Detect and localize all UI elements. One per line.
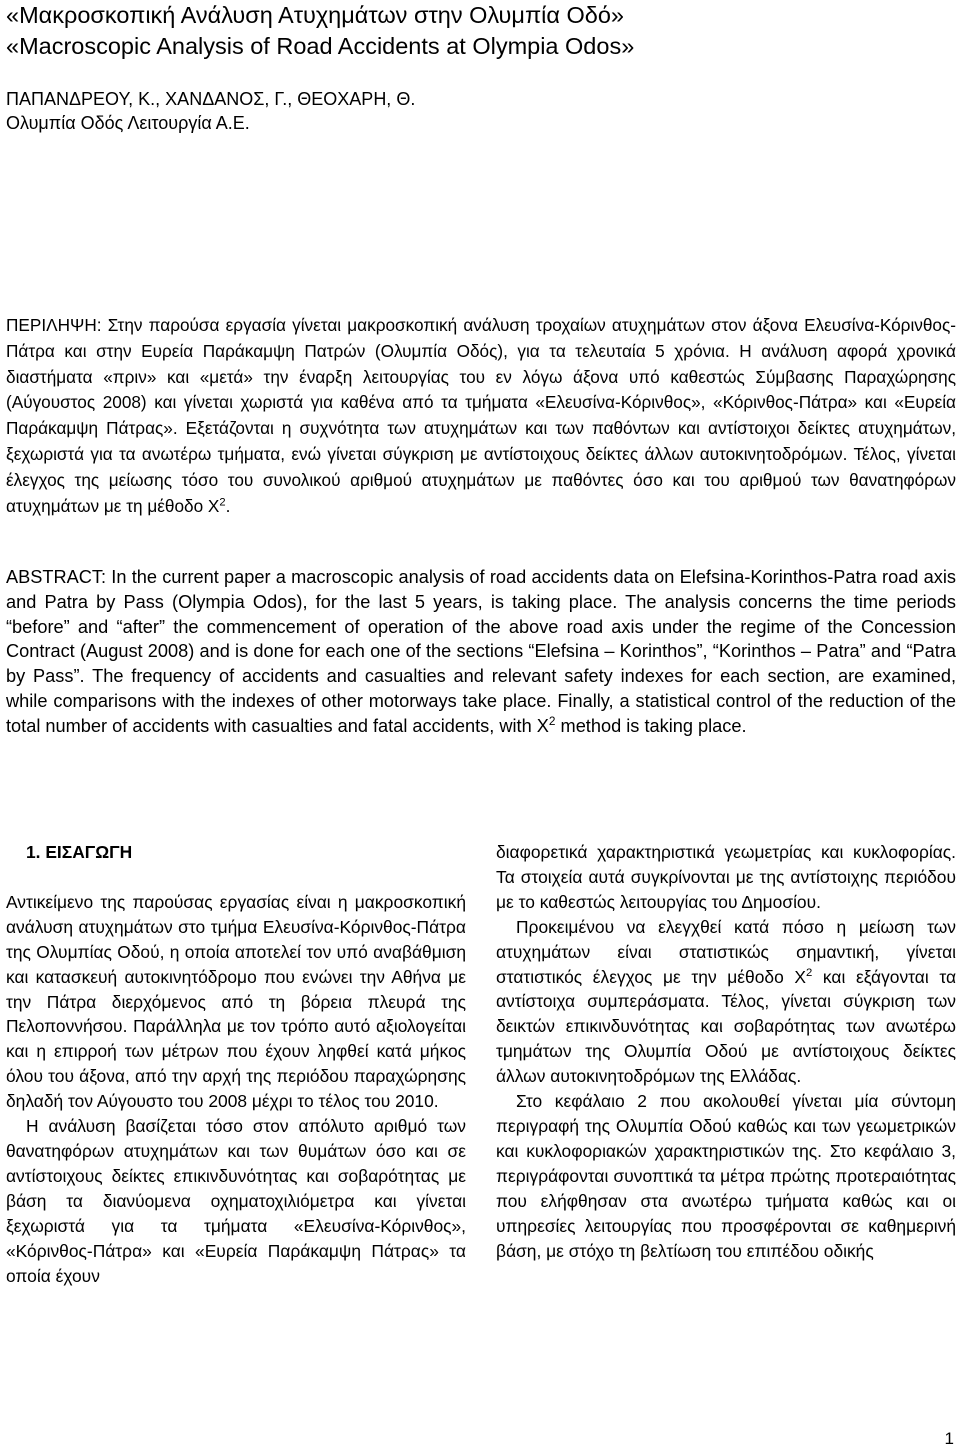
intro-paragraph-2-continued: διαφορετικά χαρακτηριστικά γεωμετρίας και κυκλοφορίας. Τα στοιχεία αυτά συγκρίνονται με της αντίστοιχης περιόδου με το καθεστώς λειτουργίας του Δημοσίου.: [496, 842, 956, 912]
section-heading: 1. ΕΙΣΑΓΩΓΗ: [26, 842, 133, 862]
affiliation: Ολυμπία Οδός Λειτουργία Α.Ε.: [6, 113, 250, 133]
right-column: [496, 840, 956, 1263]
page-number: 1: [944, 1429, 954, 1448]
abstract-greek-end: .: [225, 495, 231, 516]
paper-title-english: «Macroscopic Analysis of Road Accidents at Olympia Odos»: [6, 33, 635, 59]
author-list: ΠΑΠΑΝΔΡΕΟΥ, Κ., ΧΑΝΔΑΝΟΣ, Γ., ΘΕΟΧΑΡΗ, Θ.: [6, 89, 416, 109]
left-column: [6, 840, 466, 1288]
abstract-english-end: method is taking place.: [555, 715, 747, 736]
abstract-greek: [6, 313, 956, 519]
chi-square-superscript: 2: [548, 713, 556, 728]
abstract-greek-text: ΠΕΡΙΛΗΨΗ: Στην παρούσα εργασία γίνεται μακροσκοπική ανάλυση τροχαίων ατυχημάτων στον άξονα Ελευσίνα-Κόρινθος-Πάτρα και στην Ευρεία Παράκαμψη Πατρών (Ολυμπία Οδός), για τα τελευταία 5 χρόνια. Η ανάλυση αφορά χρονικά διαστήματα «πριν» και «μετά» την έναρξη λειτουργίας του εν λόγω άξονα υπό καθεστώς Σύμβασης Παραχώρησης (Αύγουστος 2008) και γίνεται χωριστά για καθένα από τα τμήματα «Ελευσίνα-Κόρινθος», «Κόρινθος-Πάτρα» και «Ευρεία Παράκαμψη Πάτρας». Εξετάζονται η συχνότητα των ατυχημάτων και των παθόντων και αντίστοιχοι δείκτες ατυχημάτων, ξεχωριστά για τα ανωτέρω τμήματα, ενώ γίνεται σύγκριση με αντίστοιχους δείκτες άλλων αυτοκινητοδρόμων. Τέλος, γίνεται έλεγχος της μείωσης τόσο του συνολικού αριθμού ατυχημάτων με παθόντες όσο και του αριθμού των θανατηφόρων ατυχημάτων με τη μέθοδο Χ: [6, 315, 956, 516]
intro-paragraph-1: Αντικείμενο της παρούσας εργασίας είναι η μακροσκοπική ανάλυση ατυχημάτων στο τμήμα Ελευσίνα-Κόρινθος-Πάτρα της Ολυμπίας Οδού, η οποία αποτελεί τον υπό αναβάθμιση και κατασκευή αυτοκινητόδρομο που ενώνει την Αθήνα με την Πάτρα διερχόμενος από τη βόρεια πλευρά της Πελοποννήσου. Παράλληλα με τον τρόπο αυτό αξιολογείται και η επιρροή των μέτρων που έχουν ληφθεί κατά μήκος όλου του άξονα, από την αρχή της περιόδου παραχώρησης δηλαδή τον Αύγουστο του 2008 μέχρι το τέλος του 2010.: [6, 891, 466, 1112]
intro-paragraph-3-end: και εξάγονται τα αντίστοιχα συμπεράσματα. Τέλος, γίνεται σύγκριση των δεικτών επικινδυνότητας και σοβαρότητας των ανωτέρω τμημάτων της Ολυμπία Οδού με αντίστοιχους δείκτες άλλων αυτοκινητοδρόμων της Ελλάδας.: [496, 966, 956, 1087]
intro-paragraph-3: [496, 915, 956, 1089]
intro-paragraph-4: Στο κεφάλαιο 2 που ακολουθεί γίνεται μία σύντομη περιγραφή της Ολυμπία Οδού καθώς και των γεωμετρικών και κυκλοφοριακών χαρακτηριστικών της. Στο κεφάλαιο 3, περιγράφονται συνοπτικά τα μέτρα πρώτης προτεραιότητας που ελήφθησαν στα ανωτέρω τμήματα καθώς και οι υπηρεσίες λειτουργίας που προσφέρονται σε καθημερινή βάση, με στόχο τη βελτίωση του επιπέδου οδικής: [496, 1091, 956, 1261]
chi-square-superscript: 2: [219, 495, 226, 508]
abstract-english: [6, 565, 956, 739]
abstract-english-text: ABSTRACT: In the current paper a macroscopic analysis of road accidents data on Elefsina-Korinthos-Patra road axis and Patra by Pass (Olympia Odos), for the last 5 years, is taking place. The analysis concerns the time periods “before” and “after” the commencement of operation of the above road axis under the regime of the Concession Contract (August 2008) and is done for each one of the sections “Elefsina – Korinthos”, “Korinthos – Patra” and “Patra by Pass”. The frequency of accidents and casualties and relevant safety indexes for each section, are examined, while comparisons with the indexes of other motorways take place. Finally, a statistical control of the reduction of the total number of accidents with casualties and fatal accidents, with X: [6, 567, 956, 736]
chi-square-superscript: 2: [806, 966, 813, 979]
intro-paragraph-2: Η ανάλυση βασίζεται τόσο στον απόλυτο αριθμό των θανατηφόρων ατυχημάτων και των θυμάτων όσο και σε αντίστοιχους δείκτες επικινδυνότητας και σοβαρότητας με βάση τα διανύομενα οχηματοχιλιόμετρα και γίνεται ξεχωριστά για τα τμήματα «Ελευσίνα-Κόρινθος», «Κόρινθος-Πάτρα» και «Ευρεία Παράκαμψη Πάτρας» τα οποία έχουν: [6, 1116, 466, 1286]
intro-paragraph-3-text: Προκειμένου να ελεγχθεί κατά πόσο η μείωση των ατυχημάτων είναι στατιστικώς σημαντική, γίνεται στατιστικός έλεγχος με την μέθοδο Χ: [496, 916, 956, 987]
paper-title-greek: «Μακροσκοπική Ανάλυση Ατυχημάτων στην Ολυμπία Οδό»: [6, 2, 624, 28]
